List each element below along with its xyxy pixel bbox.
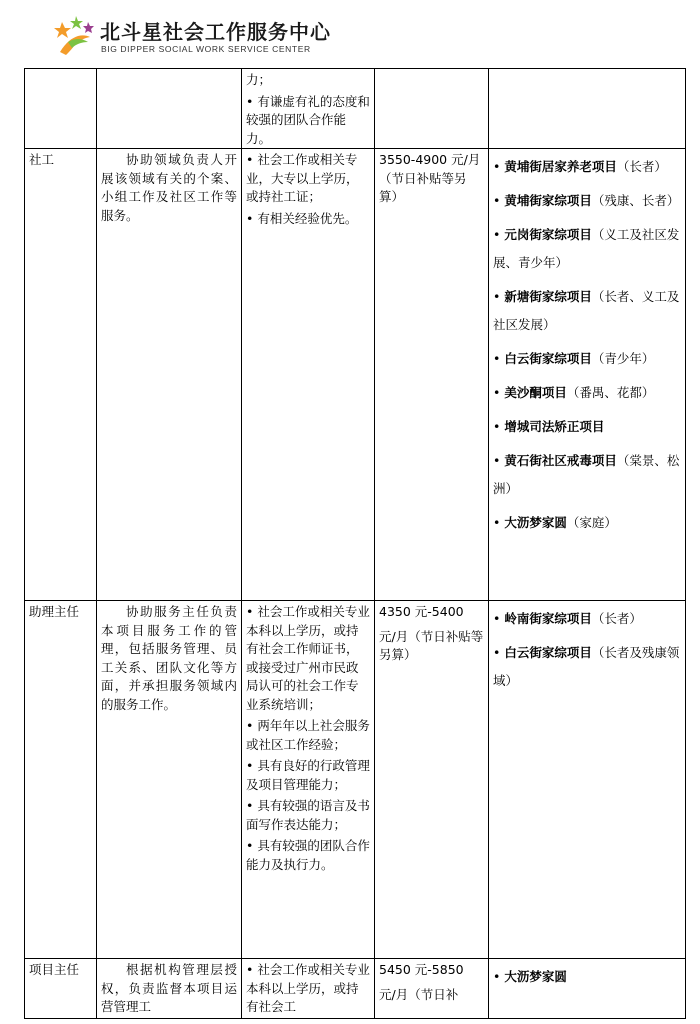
job-desc-cell xyxy=(97,69,242,149)
job-title-cell xyxy=(25,959,97,1019)
job-title: 助理主任 xyxy=(29,604,80,619)
job-title-cell xyxy=(25,69,97,149)
job-description: 协助领域负责人开展该领域有关的个案、小组工作及社区工作等服务。 xyxy=(101,152,237,223)
job-desc-cell xyxy=(97,601,242,959)
project-item: • 大沥梦家圆（家庭） xyxy=(493,515,617,530)
job-projects-cell xyxy=(489,149,686,601)
project-item: • 黄石街社区戒毒项目（棠景、松洲） xyxy=(493,453,680,496)
page-header xyxy=(54,12,454,56)
job-salary-cell xyxy=(375,69,489,149)
job-req-cell xyxy=(242,959,375,1019)
project-item: • 白云街家综项目（青少年） xyxy=(493,351,655,366)
requirement-item: • 有相关经验优先。 xyxy=(246,210,358,226)
job-title-cell xyxy=(25,601,97,959)
requirement-item: • 社会工作或相关专业本科以上学历，或持有社会工作师证书，或接受过广州市民政局认可的社会工作专业系统培训； xyxy=(246,604,370,712)
requirement-item: • 具有良好的行政管理及项目管理能力； xyxy=(246,758,370,792)
requirement-item: • 具有较强的语言及书面写作表达能力； xyxy=(246,798,370,832)
job-table xyxy=(24,68,686,1019)
table-row xyxy=(25,601,686,959)
project-item: • 白云街家综项目（长者及残康领域） xyxy=(493,645,680,688)
job-req-cell xyxy=(242,69,375,149)
table-row xyxy=(25,69,686,149)
job-salary-cell xyxy=(375,601,489,959)
requirement-item: • 具有较强的团队合作能力及执行力。 xyxy=(246,838,370,872)
salary: 3550-4900 元/月（节日补贴等另算） xyxy=(379,152,481,204)
job-salary-cell xyxy=(375,959,489,1019)
project-item: • 黄埔街家综项目（残康、长者） xyxy=(493,193,680,208)
project-item: • 增城司法矫正项目 xyxy=(493,419,605,434)
job-description: 协助服务主任负责本项目服务工作的管理，包括服务管理、员工关系、团队文化等方面，并承担服务领域内的服务工作。 xyxy=(101,604,237,712)
project-item: • 岭南街家综项目（长者） xyxy=(493,611,642,626)
project-item: • 美沙酮项目（番禺、花都） xyxy=(493,385,655,400)
requirement-item: • 社会工作或相关专业本科以上学历，或持有社会工 xyxy=(246,962,370,1014)
big-dipper-logo xyxy=(54,12,98,56)
job-title-cell xyxy=(25,149,97,601)
requirement-item: • 社会工作或相关专业，大专以上学历，或持社工证； xyxy=(246,152,359,204)
job-desc-cell xyxy=(97,149,242,601)
project-item: • 大沥梦家圆 xyxy=(493,969,567,984)
org-name-en: BIG DIPPER SOCIAL WORK SERVICE CENTER xyxy=(101,44,311,54)
table-row xyxy=(25,959,686,1019)
requirement-item: • 有谦虚有礼的态度和较强的团队合作能力。 xyxy=(246,93,370,146)
project-item: • 元岗街家综项目（义工及社区发展、青少年） xyxy=(493,227,680,270)
org-name-cn: 北斗星社会工作服务中心 xyxy=(100,20,331,44)
job-projects-cell xyxy=(489,69,686,149)
job-req-cell xyxy=(242,149,375,601)
job-projects-cell xyxy=(489,601,686,959)
project-item: • 新塘街家综项目（长者、义工及社区发展） xyxy=(493,289,680,332)
job-title: 社工 xyxy=(29,152,55,167)
job-projects-cell xyxy=(489,959,686,1019)
salary: 5450 元-5850 元/月（节日补 xyxy=(379,962,464,1002)
project-item: • 黄埔街居家养老项目（长者） xyxy=(493,159,667,174)
job-salary-cell xyxy=(375,149,489,601)
salary: 4350 元-5400 元/月（节日补贴等另算） xyxy=(379,604,484,662)
job-title: 项目主任 xyxy=(29,962,80,977)
requirement-item: • 两年年以上社会服务或社区工作经验； xyxy=(246,718,370,752)
job-req-cell xyxy=(242,601,375,959)
table-row xyxy=(25,149,686,601)
job-description: 根据机构管理层授权，负责监督本项目运营管理工 xyxy=(101,962,237,1014)
job-desc-cell xyxy=(97,959,242,1019)
requirement-item: 力； xyxy=(246,72,272,87)
